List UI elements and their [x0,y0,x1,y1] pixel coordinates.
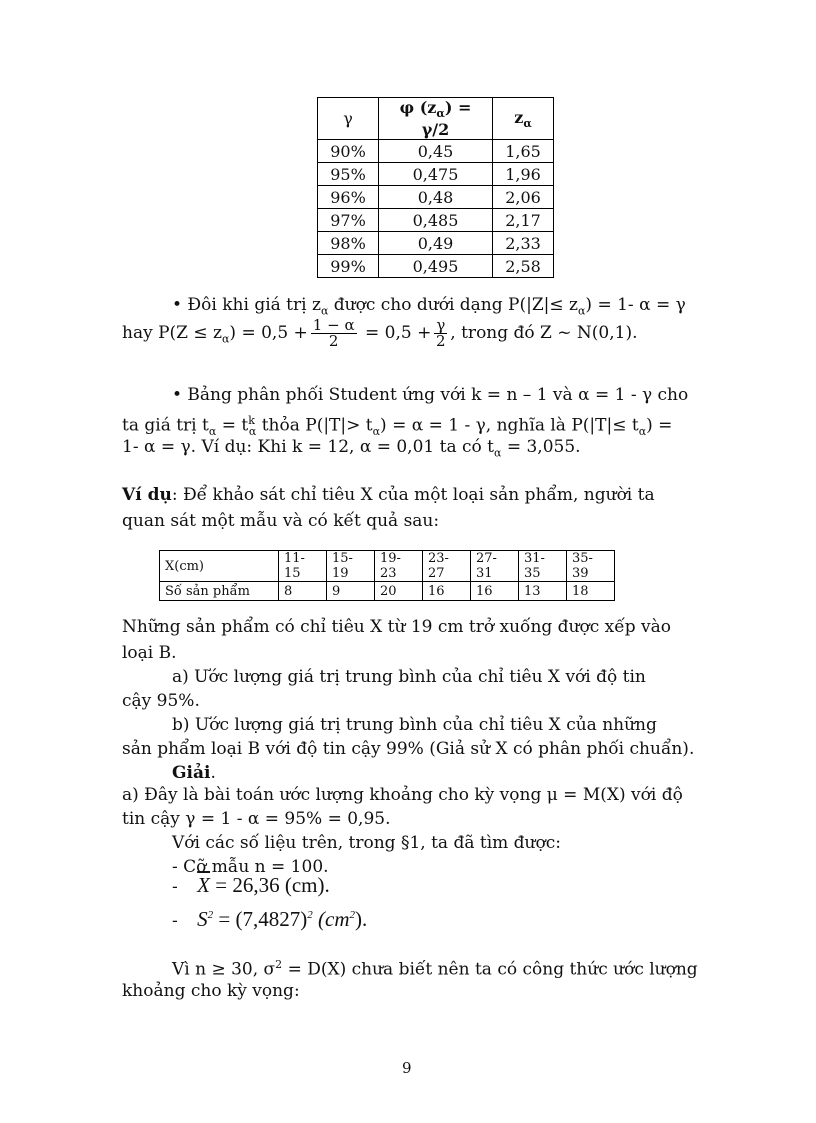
table-row [160,551,615,582]
cell: 23-27 [423,551,471,582]
solution-line-2: tin cậy γ = 1 - α = 95% = 0,95. [122,809,391,829]
cell: 97% [318,209,379,232]
cell: 2,17 [493,209,554,232]
cell: 96% [318,186,379,209]
cell: 0,495 [379,255,493,278]
table-row [318,255,554,278]
cell: 0,49 [379,232,493,255]
header-z: $z_\alpha$ [493,98,554,140]
table-row [318,140,554,163]
table-row [318,209,554,232]
paragraph-line: loại B. [122,643,177,663]
example-line-1: Ví dụ: Để khảo sát chỉ tiêu X của một loại sản phẩm, người ta [122,485,655,505]
question-b-line-1: b) Ước lượng giá trị trung bình của chỉ tiêu X của những [172,715,657,735]
cell: 0,48 [379,186,493,209]
cell: 1,96 [493,163,554,186]
bullet-2-line-1: • Bảng phân phối Student ứng với k = n – 1 và α = 1 - γ cho [172,385,689,405]
gamma-z-table [317,97,554,278]
cell: 2,06 [493,186,554,209]
cell: 0,475 [379,163,493,186]
cell: 8 [279,582,327,601]
bullet-1-line-1: • Đôi khi giá trị $z_\alpha$ được cho dưới dạng $P(|Z|\le z_\alpha) = 1-$ α = γ [172,295,686,318]
cell: 20 [375,582,423,601]
solution-line-1: a) Đây là bài toán ước lượng khoảng cho kỳ vọng μ = M(X) với độ [122,785,683,805]
bullet-1-line-2: hay $P(Z \le z_\alpha) = 0,5$ + $\frac{1 - \alpha}{2}$ = 0,5 + $\frac{\gamma}{2}$ , trong đó Z ~ N(0,1). [122,316,638,350]
table-row [318,163,554,186]
cell: 18 [567,582,615,601]
list-item: - $\overline{X} = 26,36$ (cm). [172,873,330,897]
cell: 0,45 [379,140,493,163]
solution-line-3: Với các số liệu trên, trong §1, ta đã tìm được: [172,833,561,853]
question-a-line-1: a) Ước lượng giá trị trung bình của chỉ tiêu X với độ tin [172,667,646,687]
closing-line-1: Vì n ≥ 30, $\sigma^2 = D(X)$ chưa biết nên ta có công thức ước lượng [172,958,698,980]
example-label: Ví dụ [122,485,172,505]
question-a-line-2: cậy 95%. [122,691,200,711]
cell: 19-23 [375,551,423,582]
cell: 99% [318,255,379,278]
cell: 11-15 [279,551,327,582]
table-header-row [318,98,554,140]
cell: 98% [318,232,379,255]
cell: 2,33 [493,232,554,255]
fraction: $\frac{1 - \alpha}{2}$ [312,316,355,350]
cell: 9 [327,582,375,601]
question-b-line-2: sản phẩm loại B với độ tin cậy 99% (Giả sử X có phân phối chuẩn). [122,739,695,759]
fraction: $\frac{\gamma}{2}$ [436,316,446,350]
list-item: - $S^2 = (7,4827)^2$ $(cm^2)$. [172,907,368,931]
cell: 16 [471,582,519,601]
cell: 16 [423,582,471,601]
cell: X(cm) [160,551,279,582]
cell: 2,58 [493,255,554,278]
closing-line-2: khoảng cho kỳ vọng: [122,981,300,1001]
cell: 31-35 [519,551,567,582]
header-phi: φ $(z_\alpha) = \gamma/2$ [379,98,493,140]
cell: 0,485 [379,209,493,232]
table-row [160,582,615,601]
bullet-2-line-2: ta giá trị $t_\alpha = t^k_\alpha$ thỏa $P(|T|> t_\alpha) = \alpha = 1 - \gamma$, nghĩa là $P(|T|\le t_\alpha)$ = [122,414,673,439]
cell: 27-31 [471,551,519,582]
paragraph-line: Những sản phẩm có chỉ tiêu X từ 19 cm trở xuống được xếp vào [122,617,671,637]
cell: 90% [318,140,379,163]
table-row [318,232,554,255]
sample-data-table [159,550,615,601]
table-row [318,186,554,209]
list-item: - Cỡ mẫu n = 100. [172,857,329,877]
header-gamma: γ [318,98,379,140]
cell: 15-19 [327,551,375,582]
cell: 1,65 [493,140,554,163]
example-line-2: quan sát một mẫu và có kết quả sau: [122,511,440,531]
cell: 95% [318,163,379,186]
solution-heading: Giải. [172,763,216,783]
cell: 13 [519,582,567,601]
cell: Số sản phẩm [160,582,279,601]
cell: 35-39 [567,551,615,582]
bullet-2-line-3: 1- α = γ. Ví dụ: Khi k = 12, α = 0,01 ta có $t_\alpha = 3,055$. [122,437,581,460]
page-number: 9 [402,1059,412,1077]
